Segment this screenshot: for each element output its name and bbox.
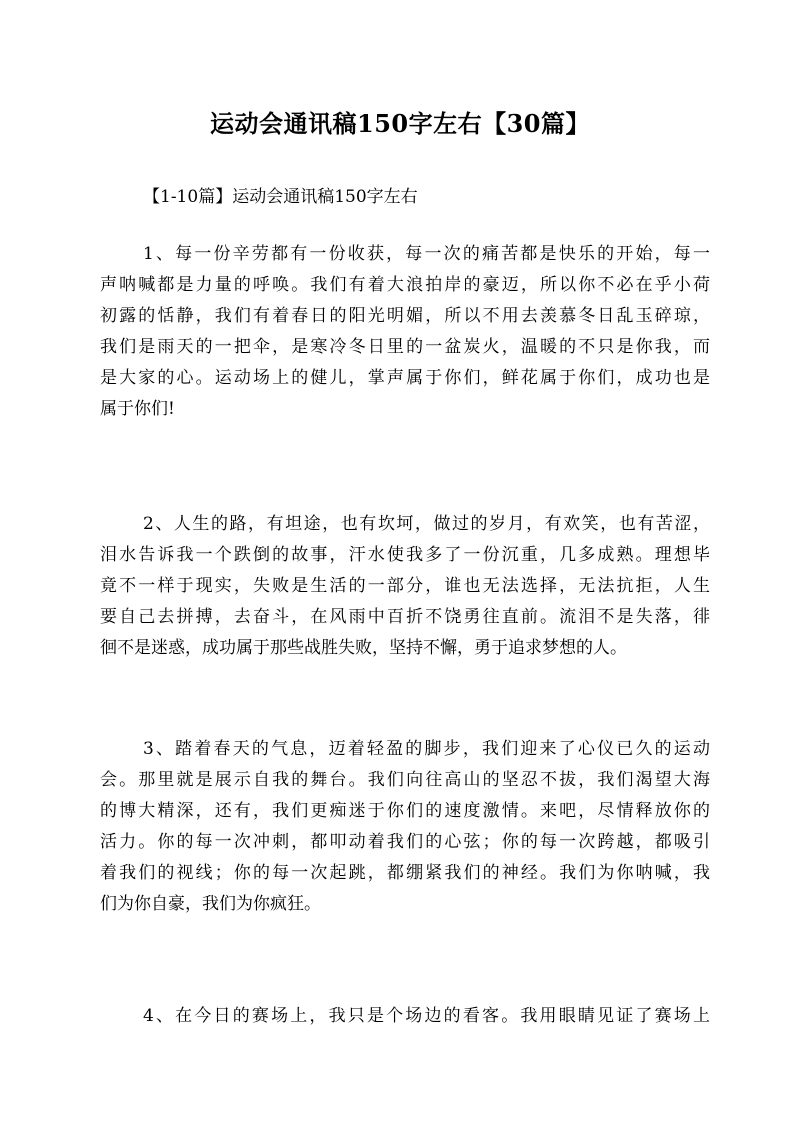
paragraph-1 <box>100 239 710 425</box>
paragraph-line: 要自己去拼搏，去奋斗，在风雨中百折不饶勇往直前。流泪不是失落，徘 <box>100 607 710 627</box>
paragraph-line: 徊不是迷惑，成功属于那些战胜失败，坚持不懈，勇于追求梦想的人。 <box>100 638 627 658</box>
paragraph-line: 竟不一样于现实，失败是生活的一部分，谁也无法选择，无法抗拒，人生 <box>100 576 710 596</box>
paragraph-line: 4、在今日的赛场上，我只是个场边的看客。我用眼睛见证了赛场上 <box>143 1006 710 1026</box>
paragraph-line: 泪水告诉我一个跌倒的故事，汗水使我多了一份沉重，几多成熟。理想毕 <box>100 545 710 565</box>
paragraph-3 <box>100 734 710 920</box>
paragraph-line: 初露的恬静，我们有着春日的阳光明媚，所以不用去羡慕冬日乱玉碎琼， <box>100 306 710 326</box>
paragraph-line: 着我们的视线；你的每一次起跳，都绷紧我们的神经。我们为你呐喊，我 <box>100 863 710 883</box>
paragraph-line: 的博大精深，还有，我们更痴迷于你们的速度激情。来吧，尽情释放你的 <box>100 801 710 821</box>
paragraph-line: 属于你们! <box>100 399 175 419</box>
document-title: 运动会通讯稿150字左右【30篇】 <box>210 109 590 138</box>
paragraph-line: 3、踏着春天的气息，迈着轻盈的脚步，我们迎来了心仪已久的运动 <box>143 739 710 759</box>
paragraph-line: 我们是雨天的一把伞，是寒冷冬日里的一盆炭火，温暖的不只是你我，而 <box>100 337 710 357</box>
section-heading: 【1-10篇】运动会通讯稿150字左右 <box>143 187 418 207</box>
paragraph-line: 会。那里就是展示自我的舞台。我们向往高山的坚忍不拔，我们渴望大海 <box>100 770 710 790</box>
paragraph-line: 声呐喊都是力量的呼唤。我们有着大浪拍岸的豪迈，所以你不必在乎小荷 <box>100 275 710 295</box>
paragraph-line: 2、人生的路，有坦途，也有坎坷，做过的岁月，有欢笑，也有苦涩， <box>143 514 710 534</box>
paragraph-line: 是大家的心。运动场上的健儿，掌声属于你们，鲜花属于你们，成功也是 <box>100 368 710 388</box>
paragraph-line: 1、每一份辛劳都有一份收获，每一次的痛苦都是快乐的开始，每一 <box>143 244 710 264</box>
paragraph-4 <box>100 1001 710 1032</box>
paragraph-line: 活力。你的每一次冲刺，都叩动着我们的心弦；你的每一次跨越，都吸引 <box>100 832 710 852</box>
paragraph-2 <box>100 509 710 664</box>
paragraph-line: 们为你自豪，我们为你疯狂。 <box>100 894 321 914</box>
